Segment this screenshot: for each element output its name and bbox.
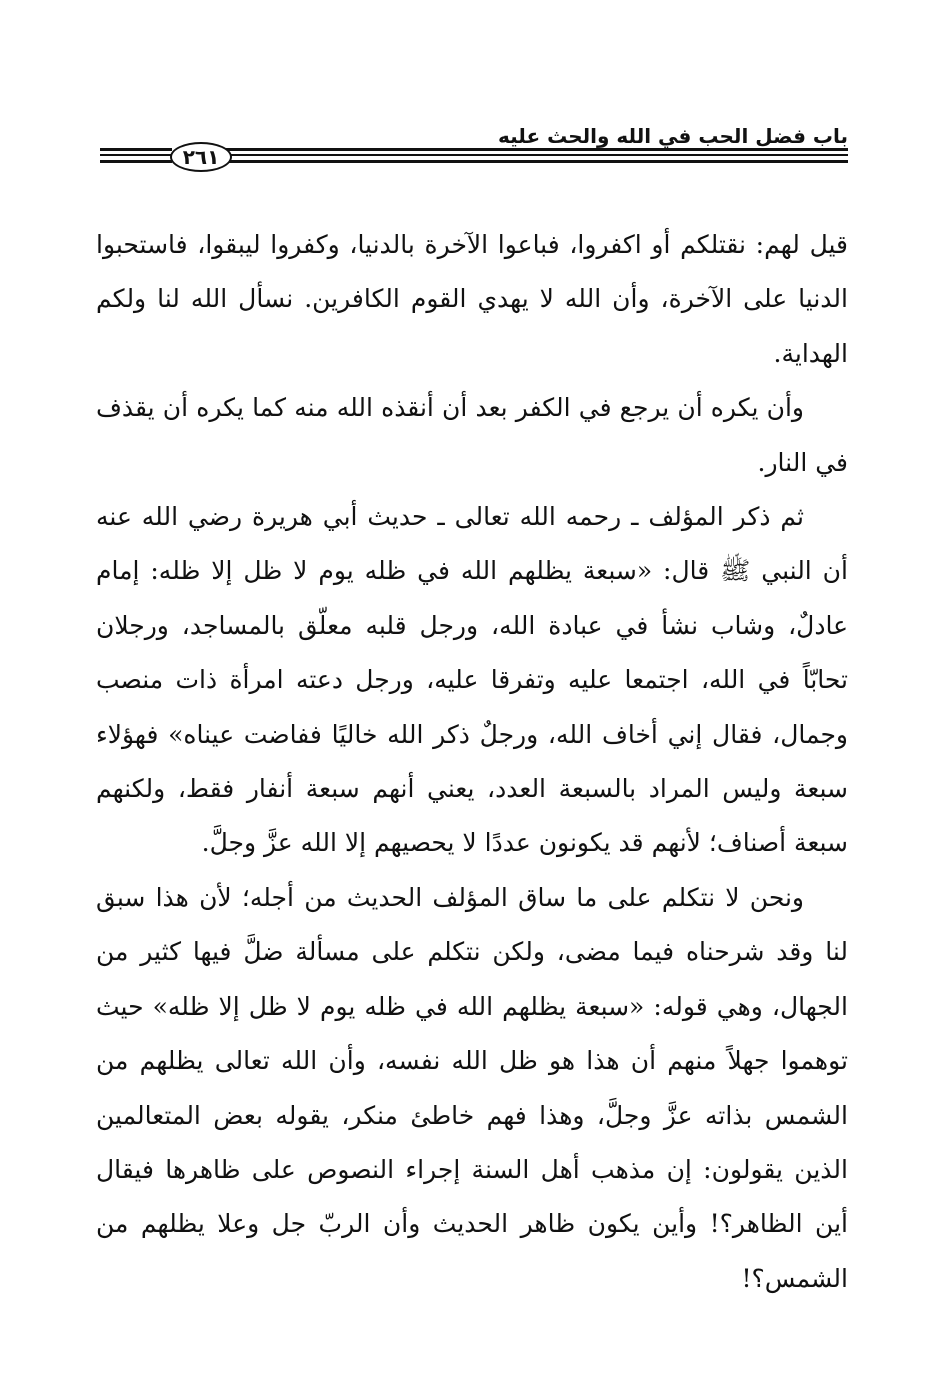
header-rule-mid-right	[226, 154, 848, 156]
header-rule-mid-left	[100, 154, 172, 156]
page-number: ٢٦١	[170, 142, 232, 172]
paragraph: ونحن لا نتكلم على ما ساق المؤلف الحديث من أجله؛ لأن هذا سبق لنا وقد شرحناه فيما مضى، ولكن نتكلم على مسألة ضلَّ فيها كثير من الجهال، وهي قوله: «سبعة يظلهم الله في ظله يوم لا ظل إلا ظله» حيث توهموا جهلاً منهم أن هذا هو ظل الله نفسه، وأن الله تعالى يظلهم من الشمس بذاته عزَّ وجلَّ، وهذا فهم خاطئ منكر، يقوله بعض المتعالمين الذين يقولون: إن مذهب أهل السنة إجراء النصوص على ظاهرها فيقال أين الظاهر؟! وأين يكون ظاهر الحديث وأن الربّ جل وعلا يظلهم من الشمس؟!	[96, 882, 848, 1293]
header-rule-top-left	[100, 148, 172, 151]
page-header	[100, 120, 848, 180]
paragraph: ثم ذكر المؤلف ـ رحمه الله تعالى ـ حديث أبي هريرة رضي الله عنه أن النبي ﷺ قال: «سبعة يظلهم الله في ظله يوم لا ظل إلا ظله: إمام عادلٌ، وشاب نشأ في عبادة الله، ورجل قلبه معلّق بالمساجد، ورجلان تحابّاً في الله، اجتمعا عليه وتفرقا عليه، ورجل دعته امرأة ذات منصب وجمال، فقال إني أخاف الله، ورجلٌ ذكر الله خاليًا ففاضت عيناه» فهؤلاء سبعة وليس المراد بالسبعة العدد، يعني أنهم سبعة أنفار فقط، ولكنهم سبعة أصناف؛ لأنهم قد يكونون عددًا لا يحصيهم إلا الله عزَّ وجلَّ.	[96, 502, 848, 858]
paragraph: قيل لهم: نقتلكم أو اكفروا، فباعوا الآخرة بالدنيا، وكفروا ليبقوا، فاستحبوا الدنيا على الآخرة، وأن الله لا يهدي القوم الكافرين. نسأل الله لنا ولكم الهداية.	[96, 230, 848, 368]
chapter-title: باب فضل الحب في الله والحث عليه	[498, 124, 848, 148]
body-text	[96, 218, 848, 1306]
header-rule-bottom-right	[226, 160, 848, 163]
paragraph: وأن يكره أن يرجع في الكفر بعد أن أنقذه الله منه كما يكره أن يقذف في النار.	[96, 393, 848, 477]
header-rule-top-right	[226, 148, 848, 151]
header-rule-bottom-left	[100, 160, 172, 163]
